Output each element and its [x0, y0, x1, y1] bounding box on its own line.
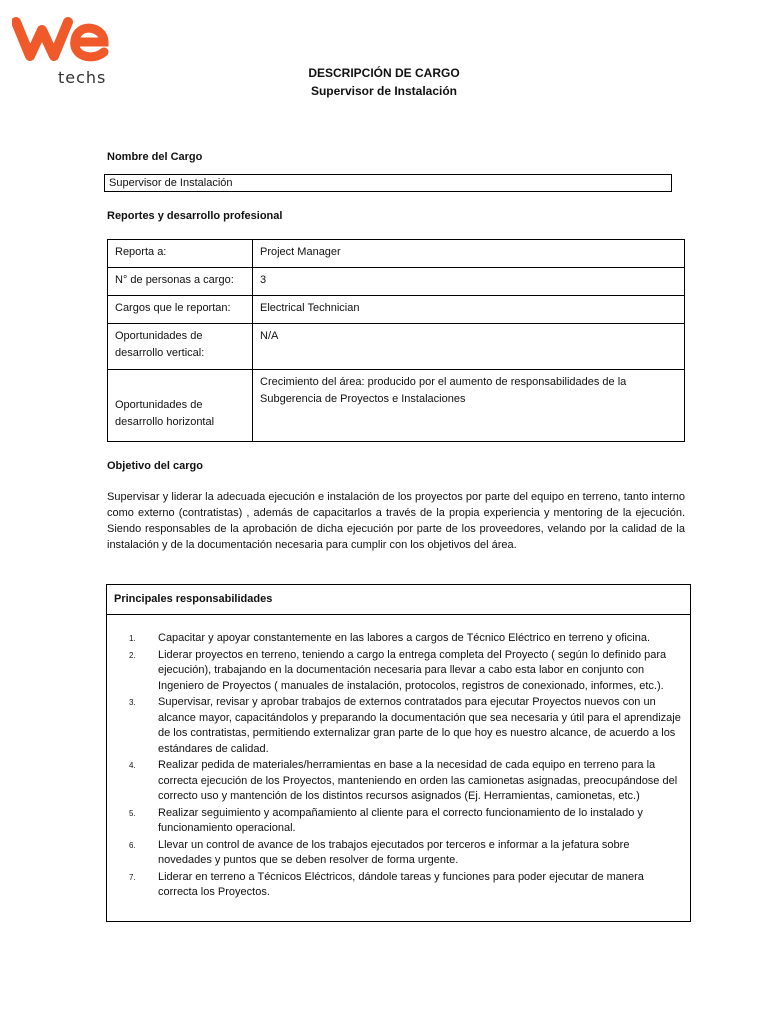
list-item: [107, 631, 682, 647]
list-number: 6.: [129, 840, 136, 850]
list-number: 1.: [129, 634, 136, 643]
list-text: Liderar proyectos en terreno, teniendo a cargo la entrega completa del Proyecto ( según lo definido para ejecución), trabajando en la documentación necesaria para llevar a cabo esta labor en conjunto con Ingeniero de Proyectos ( manuales de instalación, protocolos, registros de conexionado, informes, etc.).: [158, 648, 667, 692]
objetivo-text: Supervisar y liderar la adecuada ejecución e instalación de los proyectos por parte del equipo en terreno, tanto interno como externo (contratistas) , además de capacitarlos a través de la propia experiencia y mentoring de la ejecución. Siendo responsables de la aprobación de dicha ejecución por parte de los proveedores, velando por la calidad de la instalación y de la documentación necesaria para cumplir con los objetivos del área.: [107, 491, 685, 551]
responsabilidades-list: [107, 615, 690, 901]
list-item: [107, 695, 682, 757]
table-key: Oportunidades de desarrollo horizontal: [108, 370, 253, 442]
list-item: [107, 806, 682, 837]
list-item: [107, 838, 682, 869]
table-row: [108, 268, 685, 296]
nombre-cargo-value: Supervisor de Instalación: [104, 174, 672, 192]
table-key: Oportunidades de desarrollo vertical:: [108, 324, 253, 370]
table-row: [108, 324, 685, 370]
responsabilidades-box: [106, 584, 691, 922]
nombre-cargo-heading: Nombre del Cargo: [107, 151, 203, 163]
objetivo-heading: Objetivo del cargo: [107, 460, 203, 472]
list-number: 2.: [129, 650, 136, 660]
table-key: Cargos que le reportan:: [108, 296, 253, 324]
we-logo-icon: [12, 12, 112, 68]
list-item: [107, 758, 682, 805]
list-text: Llevar un control de avance de los trabajos ejecutados por terceros e informar a la jefatura sobre novedades y puntos que se deben resolver de forma urgente.: [158, 838, 630, 866]
reportes-heading: Reportes y desarrollo profesional: [107, 210, 283, 222]
list-item: [107, 648, 682, 695]
list-number: 3.: [129, 698, 136, 707]
list-text: Realizar pedida de materiales/herramientas en base a la necesidad de cada equipo en terreno para la correcta ejecución de los Proyectos, manteniendo en orden las camionetas asignadas, preocupándose del correcto uso y mantención de los distintos recursos asignados (Ej. Herramientas, camionetas, etc.): [158, 759, 678, 802]
document-title: DESCRIPCIÓN DE CARGO: [308, 66, 460, 80]
table-value: N/A: [253, 324, 685, 370]
table-value: Crecimiento del área: producido por el aumento de responsabilidades de la Subgerencia de Proyectos e Instalaciones: [253, 370, 685, 442]
table-key: Reporta a:: [108, 240, 253, 268]
list-number: 7.: [129, 872, 136, 882]
table-row: [108, 240, 685, 268]
list-number: 4.: [129, 761, 136, 770]
table-row: [108, 296, 685, 324]
responsabilidades-heading: Principales responsabilidades: [107, 585, 690, 615]
document-subtitle: Supervisor de Instalación: [310, 84, 458, 98]
list-item: [107, 870, 682, 901]
logo-sub-text: techs: [58, 68, 107, 87]
list-text: Realizar seguimiento y acompañamiento al cliente para el correcto funcionamiento de lo instalado y funcionamiento operacional.: [158, 806, 643, 834]
table-value: Electrical Technician: [253, 296, 685, 324]
list-text: Capacitar y apoyar constantemente en las labores a cargos de Técnico Eléctrico en terreno y oficina.: [158, 632, 651, 644]
table-key: N° de personas a cargo:: [108, 268, 253, 296]
table-row: [108, 370, 685, 442]
list-text: Supervisar, revisar y aprobar trabajos de externos contratados para ejecutar Proyectos nuevos con un alcance mayor, capacitándolos y preparando la documentación que sea necesaria y útil para el aprendizaje de los contratistas, permitiendo externalizar gran parte de lo que hoy es nuestro alcance, de acuerdo a los estándares de calidad.: [158, 696, 681, 755]
list-text: Liderar en terreno a Técnicos Eléctricos, dándole tareas y funciones para poder ejecutar de manera correcta los Proyectos.: [158, 870, 644, 898]
reportes-table: [107, 239, 685, 442]
table-value: 3: [253, 268, 685, 296]
list-number: 5.: [129, 808, 136, 818]
table-value: Project Manager: [253, 240, 685, 268]
